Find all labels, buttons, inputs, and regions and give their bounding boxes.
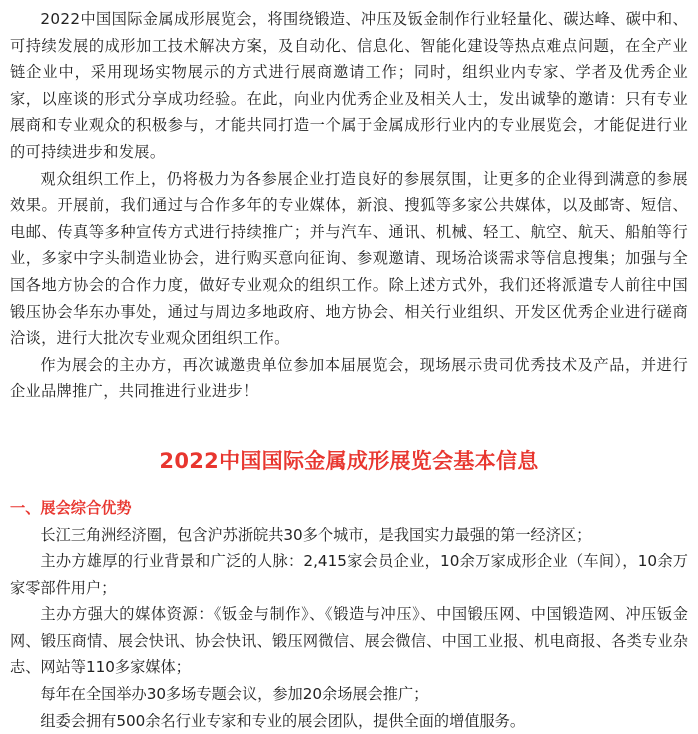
advantage-item: 主办方强大的媒体资源：《钣金与制作》、《锻造与冲压》、中国锻压网、中国锻造网、冲压钣金网、锻压商情、展会快讯、协会快讯、锻压网微信、展会微信、中国工业报、机电商报、各类专业杂志、网站等110多家媒体；	[10, 601, 688, 681]
intro-paragraph-1: 2022中国国际金属成形展览会，将围绕锻造、冲压及钣金制作行业轻量化、碳达峰、碳中和、可持续发展的成形加工技术解决方案，及自动化、信息化、智能化建设等热点难点问题，在全产业链企业中，采用现场实物展示的方式进行展商邀请工作；同时，组织业内专家、学者及优秀企业家，以座谈的形式分享成功经验。在此，向业内优秀企业及相关人士，发出诚挚的邀请：只有专业展商和专业观众的积极参与，才能共同打造一个属于金属成形行业内的专业展览会，才能促进行业的可持续进步和发展。	[10, 6, 688, 166]
intro-paragraph-3: 作为展会的主办方，再次诚邀贵单位参加本届展览会，现场展示贵司优秀技术及产品，并进行企业品牌推广，共同推进行业进步！	[10, 352, 688, 405]
advantage-item: 长江三角洲经济圈，包含沪苏浙皖共30多个城市，是我国实力最强的第一经济区；	[10, 522, 688, 549]
advantage-item: 组委会拥有500余名行业专家和专业的展会团队，提供全面的增值服务。	[10, 708, 688, 734]
advantages-list	[10, 522, 688, 734]
section-title: 2022中国国际金属成形展览会基本信息	[10, 443, 688, 479]
advantages-heading: 一、展会综合优势	[10, 495, 688, 522]
advantage-item: 主办方雄厚的行业背景和广泛的人脉：2,415家会员企业，10余万家成形企业（车间），10余万家零部件用户；	[10, 548, 688, 601]
advantage-item: 每年在全国举办30多场专题会议，参加20余场展会推广；	[10, 681, 688, 708]
intro-paragraph-2: 观众组织工作上，仍将极力为各参展企业打造良好的参展氛围，让更多的企业得到满意的参展效果。开展前，我们通过与合作多年的专业媒体，新浪、搜狐等多家公共媒体，以及邮寄、短信、电邮、传真等多种宣传方式进行持续推广；并与汽车、通讯、机械、轻工、航空、航天、船舶等行业，多家中字头制造业协会，进行购买意向征询、参观邀请、现场洽谈需求等信息搜集；加强与全国各地方协会的合作力度，做好专业观众的组织工作。除上述方式外，我们还将派遣专人前往中国锻压协会华东办事处，通过与周边多地政府、地方协会、相关行业组织、开发区优秀企业进行磋商洽谈，进行大批次专业观众团组织工作。	[10, 166, 688, 352]
